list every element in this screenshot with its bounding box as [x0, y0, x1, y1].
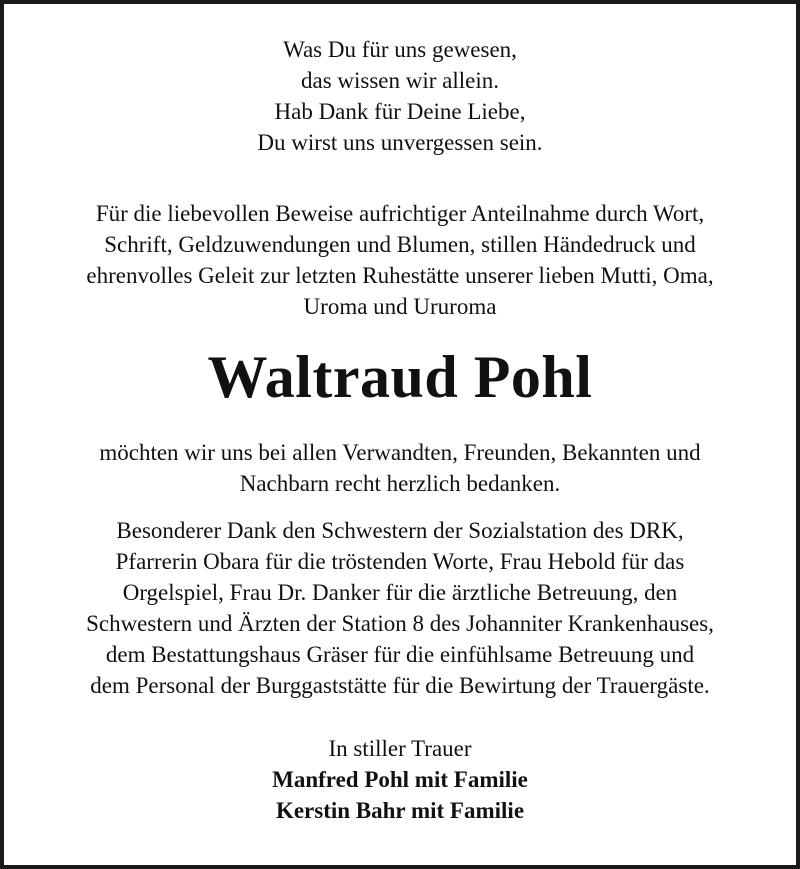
special-thanks-line: dem Personal der Burggaststätte für die Bewirtung der Trauergäste.	[90, 673, 710, 698]
gratitude-line: möchten wir uns bei allen Verwandten, Freunden, Bekannten und	[99, 440, 701, 465]
family-name: Kerstin Bahr mit Familie	[275, 798, 525, 823]
thanks-line: Uroma und Ururoma	[303, 294, 497, 319]
special-thanks-line: Pfarrerin Obara für die tröstenden Worte, Frau Hebold für das	[115, 549, 685, 574]
special-thanks-paragraph	[4, 515, 796, 701]
family-name: Manfred Pohl mit Familie	[272, 767, 528, 792]
mourning-intro: In stiller Trauer	[328, 736, 472, 761]
thanks-line: ehrenvolles Geleit zur letzten Ruhestätte unserer lieben Mutti, Oma,	[86, 263, 714, 288]
verse-line: das wissen wir allein.	[300, 68, 499, 93]
verse-line: Hab Dank für Deine Liebe,	[274, 99, 526, 124]
special-thanks-line: dem Bestattungshaus Gräser für die einfühlsame Betreuung und	[105, 642, 695, 667]
deceased-name: Waltraud Pohl	[207, 344, 593, 410]
special-thanks-line: Schwestern und Ärzten der Station 8 des Johanniter Krankenhauses,	[86, 611, 714, 636]
special-thanks-line: Orgelspiel, Frau Dr. Danker für die ärztliche Betreuung, den	[122, 580, 678, 605]
thanks-line: Für die liebevollen Beweise aufrichtiger Anteilnahme durch Wort,	[95, 201, 705, 226]
mourning-signature	[4, 733, 796, 826]
thanks-paragraph	[4, 198, 796, 322]
verse-line: Du wirst uns unvergessen sein.	[257, 130, 543, 155]
gratitude-line: Nachbarn recht herzlich bedanken.	[239, 471, 561, 496]
special-thanks-line: Besonderer Dank den Schwestern der Sozialstation des DRK,	[116, 518, 684, 543]
memorial-verse	[4, 34, 796, 158]
thanks-line: Schrift, Geldzuwendungen und Blumen, stillen Händedruck und	[104, 232, 696, 257]
gratitude-paragraph	[4, 437, 796, 499]
verse-line: Was Du für uns gewesen,	[283, 37, 517, 62]
